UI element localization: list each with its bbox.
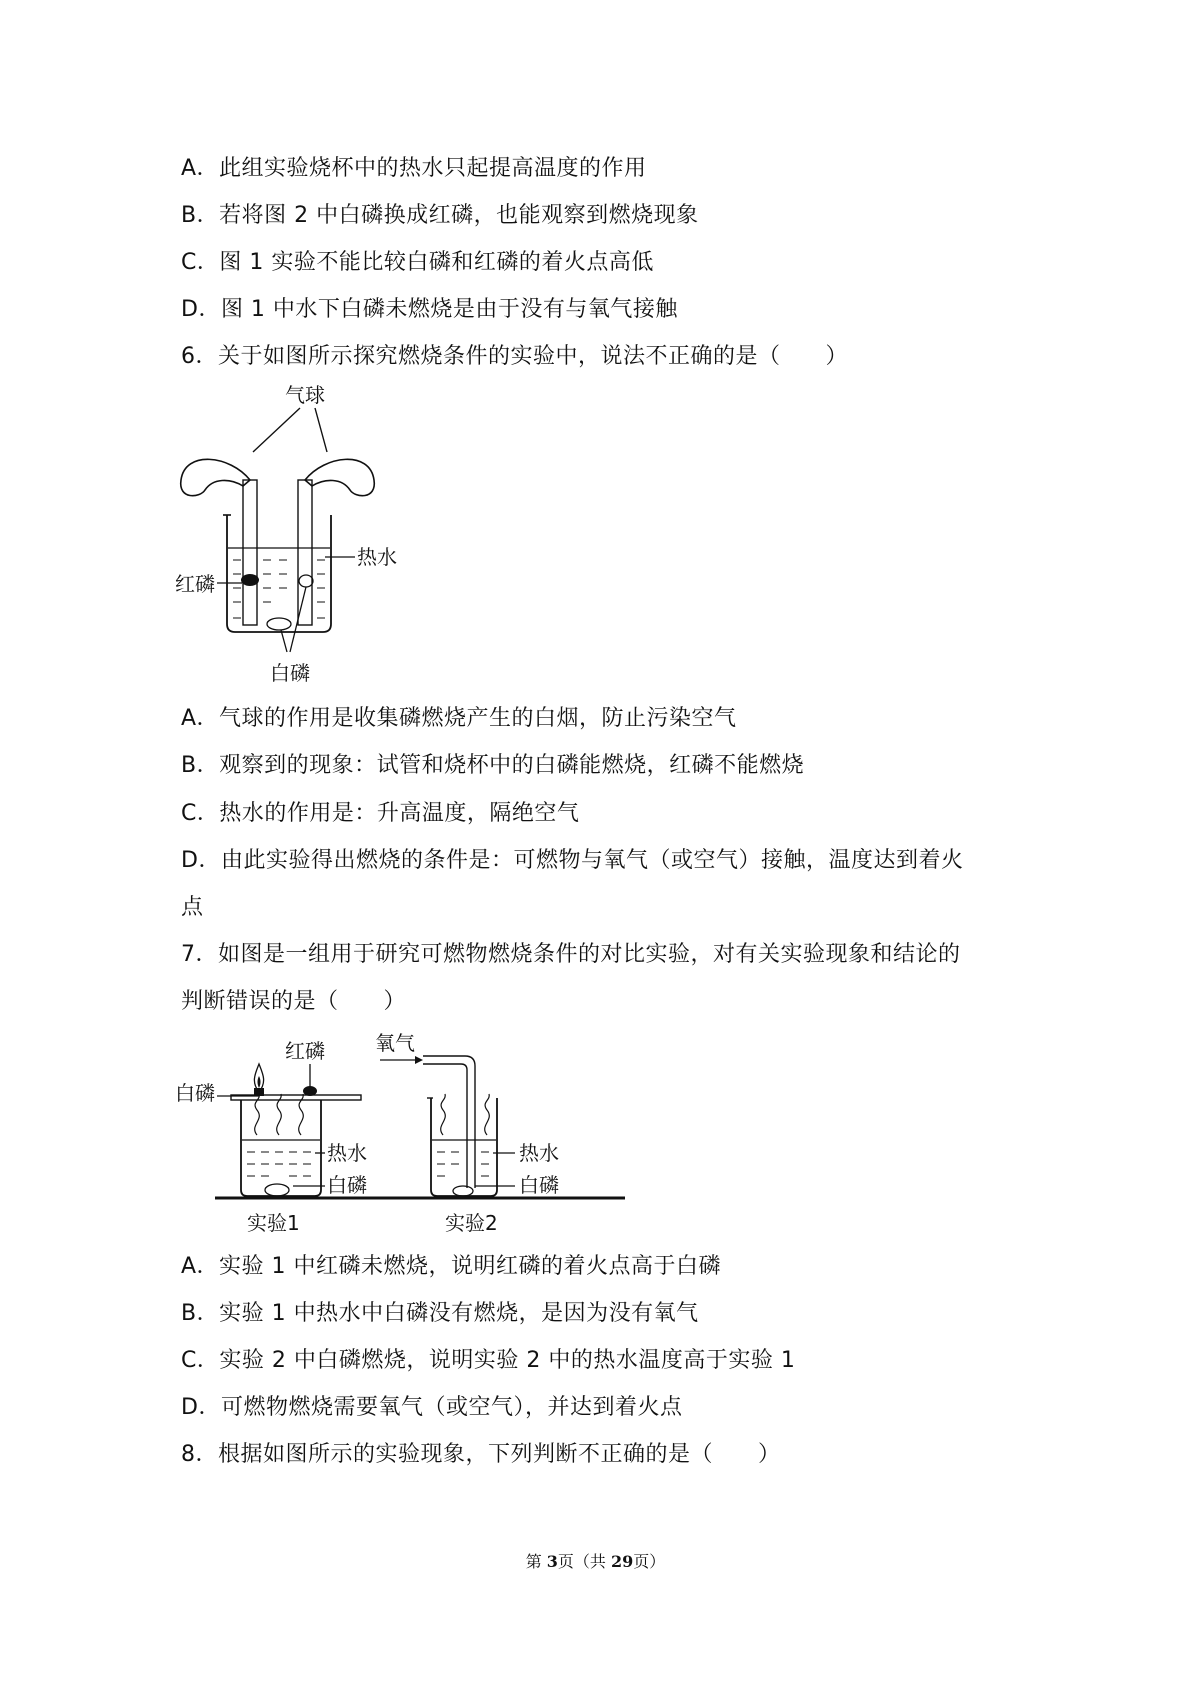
footer-middle: 页（共 (557, 1552, 612, 1571)
q6-figure (175, 380, 415, 700)
q6-balloon-label: 气球 (285, 383, 325, 407)
q7-option-c: C．实验 2 中白磷燃烧，说明实验 2 中的热水温度高于实验 1 (181, 1348, 796, 1373)
q7-option-a: A．实验 1 中红磷未燃烧，说明红磷的着火点高于白磷 (181, 1254, 722, 1279)
q5-option-c: C．图 1 实验不能比较白磷和红磷的着火点高低 (181, 250, 654, 275)
q5-option-d: D．图 1 中水下白磷未燃烧是由于没有与氧气接触 (181, 297, 678, 322)
q7-stem-line1: 7．如图是一组用于研究可燃物燃烧条件的对比实验，对有关实验现象和结论的 (181, 942, 961, 967)
q5-option-b: B．若将图 2 中白磷换成红磷，也能观察到燃烧现象 (181, 203, 699, 228)
flame-core (258, 1076, 261, 1088)
left-balloon (181, 459, 250, 495)
q7-white-phosphorus-top-label: 白磷 (175, 1081, 215, 1105)
footer-total-pages: 29 (611, 1552, 634, 1571)
q7-figure (175, 1030, 645, 1240)
white-phosphorus-in-water-1 (265, 1184, 289, 1196)
q6-hot-water-label: 热水 (357, 545, 397, 569)
q6-white-phosphorus-label: 白磷 (270, 661, 310, 685)
right-test-tube (298, 480, 312, 625)
water-dashes (233, 560, 325, 618)
footer-suffix: 页） (633, 1552, 666, 1571)
q6-option-d-continued: 点 (181, 895, 204, 920)
q7-exp2-caption: 实验2 (445, 1211, 498, 1235)
q5-option-a: A．此组实验烧杯中的热水只起提高温度的作用 (181, 156, 647, 181)
q6-option-c: C．热水的作用是：升高温度，隔绝空气 (181, 801, 580, 826)
q7-option-b: B．实验 1 中热水中白磷没有燃烧，是因为没有氧气 (181, 1301, 699, 1326)
q7-hot-water-label-1: 热水 (327, 1141, 367, 1165)
q7-option-d: D．可燃物燃烧需要氧气（或空气），并达到着火点 (181, 1395, 683, 1420)
red-phosphorus (241, 574, 259, 586)
left-test-tube (243, 480, 257, 625)
white-phosphorus-tube (299, 575, 313, 587)
q7-red-phosphorus-label: 红磷 (285, 1039, 325, 1063)
footer-prefix: 第 (525, 1552, 547, 1571)
q7-white-phosphorus-label-1: 白磷 (327, 1173, 367, 1197)
q6-red-phosphorus-label: 红磷 (175, 572, 215, 596)
page-footer (0, 1549, 1191, 1572)
red-phosphorus-on-sheet (303, 1086, 317, 1096)
q7-hot-water-label-2: 热水 (519, 1141, 559, 1165)
q6-stem: 6．关于如图所示探究燃烧条件的实验中，说法不正确的是（ ） (181, 344, 848, 369)
q6-option-b: B．观察到的现象：试管和烧杯中的白磷能燃烧，红磷不能燃烧 (181, 753, 805, 778)
white-phosphorus-in-water-2 (453, 1186, 473, 1196)
q7-white-phosphorus-label-2: 白磷 (519, 1173, 559, 1197)
q7-apparatus-diagram (175, 1030, 645, 1240)
footer-page-number: 3 (546, 1552, 558, 1571)
q6-apparatus-diagram (175, 380, 415, 700)
q7-exp1-caption: 实验1 (247, 1211, 300, 1235)
q6-option-d: D．由此实验得出燃烧的条件是：可燃物与氧气（或空气）接触，温度达到着火 (181, 848, 964, 873)
beaker-2 (431, 1098, 497, 1196)
q8-stem: 8．根据如图所示的实验现象，下列判断不正确的是（ ） (181, 1442, 781, 1467)
q7-stem-line2: 判断错误的是（ ） (181, 989, 407, 1014)
q7-oxygen-label: 氧气 (375, 1031, 415, 1055)
right-balloon (305, 459, 374, 495)
white-phosphorus-water (267, 618, 291, 630)
q6-option-a: A．气球的作用是收集磷燃烧产生的白烟，防止污染空气 (181, 706, 737, 731)
